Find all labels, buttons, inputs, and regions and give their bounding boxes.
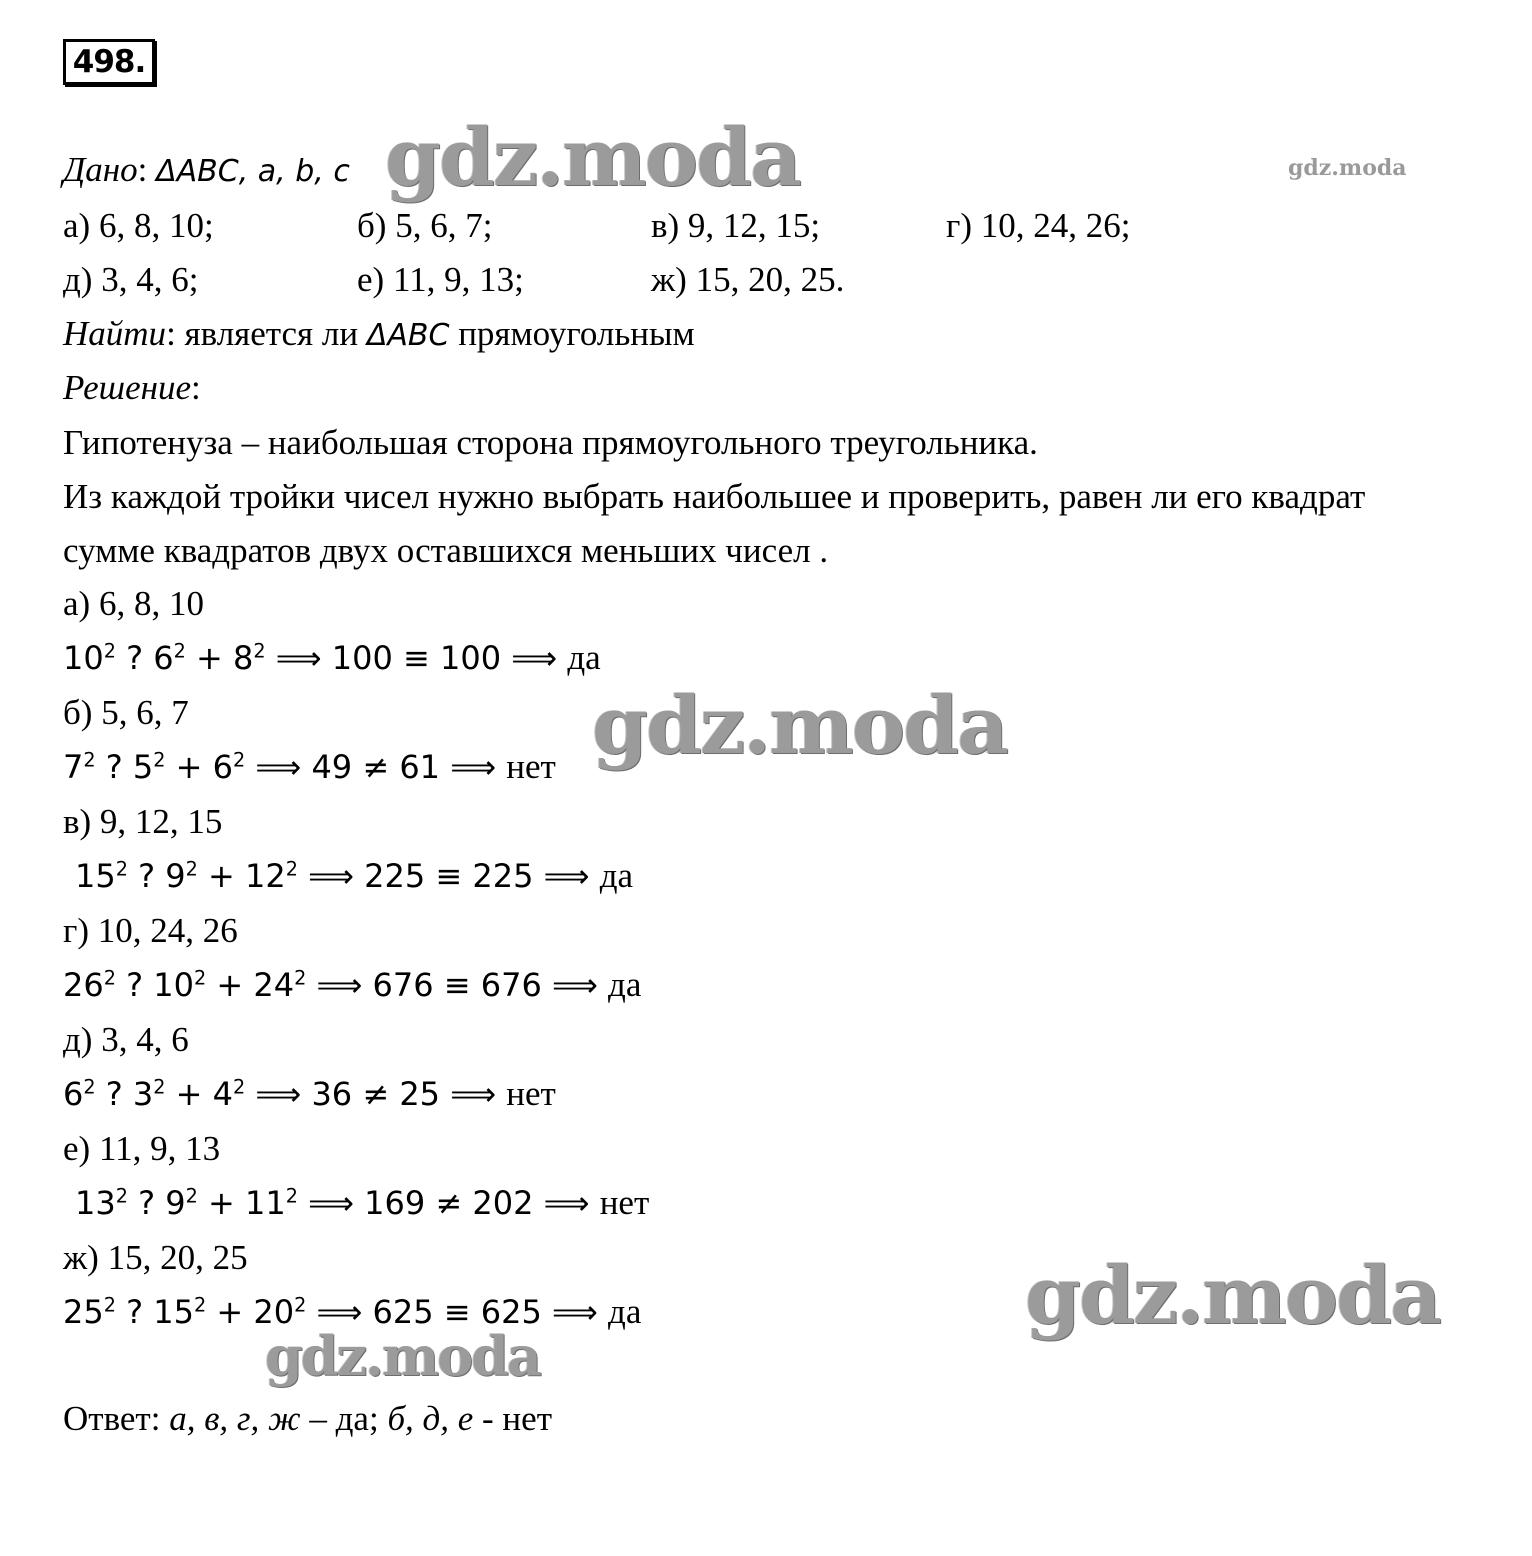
find-label: Найти bbox=[63, 314, 167, 353]
equation-b: 24 bbox=[253, 966, 295, 1004]
equation-b: 12 bbox=[245, 857, 286, 895]
watermark-small: gdz.moda bbox=[1288, 155, 1407, 181]
equation-result: 36 ≠ 25 bbox=[311, 1075, 441, 1113]
equation-lhs: 7 bbox=[63, 748, 84, 786]
step-equation: $13^2$ ? $9^2 + 11^2$ ⟹ 169 ≠ 202 ⟹ нет bbox=[75, 1183, 650, 1222]
equation-lhs: 6 bbox=[63, 1075, 84, 1113]
equation-a: 6 bbox=[153, 639, 174, 677]
step-equation: $15^2$ ? $9^2 + 12^2$ ⟹ 225 ≡ 225 ⟹ да bbox=[75, 856, 634, 895]
equation-result: 100 ≡ 100 bbox=[331, 639, 502, 677]
case-zh: ж) 15, 20, 25. bbox=[651, 260, 845, 299]
given-math: ΔABC, a, b, c bbox=[156, 154, 350, 189]
solution-colon: : bbox=[191, 368, 201, 407]
equation-verdict: нет bbox=[506, 1074, 556, 1113]
step-triple: а) 6, 8, 10 bbox=[63, 584, 204, 623]
watermark-top: gdz.moda bbox=[385, 110, 800, 204]
equation-a: 9 bbox=[165, 1184, 186, 1222]
solution-heading bbox=[63, 366, 201, 410]
case-b: б) 5, 6, 7; bbox=[357, 206, 493, 245]
equation-lhs: 25 bbox=[63, 1293, 104, 1331]
paragraph-line-2: Из каждой тройки чисел нужно выбрать наибольшее и проверить, равен ли его квадрат bbox=[63, 477, 1366, 516]
equation-verdict: да bbox=[599, 856, 634, 895]
find-text-after: прямоугольным bbox=[449, 314, 695, 353]
equation-result: 625 ≡ 625 bbox=[372, 1293, 542, 1331]
find-math: ΔABC bbox=[366, 318, 450, 353]
equation-b: 6 bbox=[212, 748, 233, 786]
equation-a: 10 bbox=[153, 966, 194, 1004]
step-triple: б) 5, 6, 7 bbox=[63, 693, 189, 732]
step-triple: д) 3, 4, 6 bbox=[63, 1020, 189, 1059]
answer-no-word: - нет bbox=[473, 1399, 552, 1438]
find-text-before: : является ли bbox=[166, 314, 367, 353]
step-triple: ж) 15, 20, 25 bbox=[63, 1238, 248, 1277]
answer-no-letters: б, д, е bbox=[387, 1399, 474, 1438]
equation-lhs: 13 bbox=[75, 1184, 116, 1222]
equation-verdict: да bbox=[608, 965, 642, 1004]
paragraph-line-3: сумме квадратов двух оставшихся меньших чисел . bbox=[63, 531, 829, 570]
case-a: а) 6, 8, 10; bbox=[63, 206, 214, 245]
equation-verdict: да bbox=[567, 638, 601, 677]
step-equation: $10^2$ ? $6^2 + 8^2$ ⟹ 100 ≡ 100 ⟹ да bbox=[63, 638, 601, 677]
equation-result: 169 ≠ 202 bbox=[364, 1184, 534, 1222]
given-colon: : bbox=[137, 150, 148, 189]
given-line bbox=[63, 148, 350, 194]
step-equation: $7^2$ ? $5^2 + 6^2$ ⟹ 49 ≠ 61 ⟹ нет bbox=[63, 747, 556, 786]
step-equation: $6^2$ ? $3^2 + 4^2$ ⟹ 36 ≠ 25 ⟹ нет bbox=[63, 1074, 556, 1113]
watermark-middle: gdz.moda bbox=[592, 678, 1007, 772]
case-e: е) 11, 9, 13; bbox=[357, 260, 524, 299]
problem-number-badge: 498. bbox=[63, 39, 155, 85]
equation-b: 20 bbox=[253, 1293, 295, 1331]
answer-prefix: Ответ: bbox=[63, 1399, 170, 1438]
step-equation: $25^2$ ? $15^2 + 20^2$ ⟹ 625 ≡ 625 ⟹ да bbox=[63, 1292, 642, 1331]
answer-yes-letters: а, в, г, ж bbox=[169, 1399, 301, 1438]
step-triple: в) 9, 12, 15 bbox=[63, 802, 223, 841]
given-label: Дано bbox=[63, 150, 138, 189]
watermark-bottom-right: gdz.moda bbox=[1025, 1248, 1440, 1342]
equation-lhs: 15 bbox=[75, 857, 116, 895]
case-d: д) 3, 4, 6; bbox=[63, 260, 199, 299]
equation-verdict: нет bbox=[506, 747, 556, 786]
equation-a: 3 bbox=[132, 1075, 154, 1113]
equation-lhs: 26 bbox=[63, 966, 104, 1004]
step-equation: $26^2$ ? $10^2 + 24^2$ ⟹ 676 ≡ 676 ⟹ да bbox=[63, 965, 642, 1004]
paragraph-line-1: Гипотенуза – наибольшая сторона прямоугольного треугольника. bbox=[63, 423, 1038, 462]
equation-lhs: 10 bbox=[63, 639, 104, 677]
find-line bbox=[63, 312, 695, 358]
equation-a: 5 bbox=[132, 748, 154, 786]
equation-b: 11 bbox=[245, 1184, 286, 1222]
answer-yes-word: – да; bbox=[300, 1399, 388, 1438]
equation-verdict: да bbox=[608, 1292, 642, 1331]
equation-b: 8 bbox=[233, 639, 254, 677]
case-v: в) 9, 12, 15; bbox=[651, 206, 821, 245]
equation-verdict: нет bbox=[599, 1183, 650, 1222]
equation-a: 9 bbox=[165, 857, 186, 895]
watermark-bottom: gdz.moda bbox=[265, 1324, 540, 1388]
case-g: г) 10, 24, 26; bbox=[946, 206, 1131, 245]
solution-label: Решение bbox=[63, 368, 192, 407]
equation-result: 49 ≠ 61 bbox=[311, 748, 441, 786]
step-triple: е) 11, 9, 13 bbox=[63, 1129, 221, 1168]
equation-b: 4 bbox=[212, 1075, 233, 1113]
step-triple: г) 10, 24, 26 bbox=[63, 911, 238, 950]
equation-result: 225 ≡ 225 bbox=[364, 857, 534, 895]
equation-a: 15 bbox=[153, 1293, 194, 1331]
answer-line bbox=[63, 1397, 552, 1441]
equation-result: 676 ≡ 676 bbox=[372, 966, 542, 1004]
